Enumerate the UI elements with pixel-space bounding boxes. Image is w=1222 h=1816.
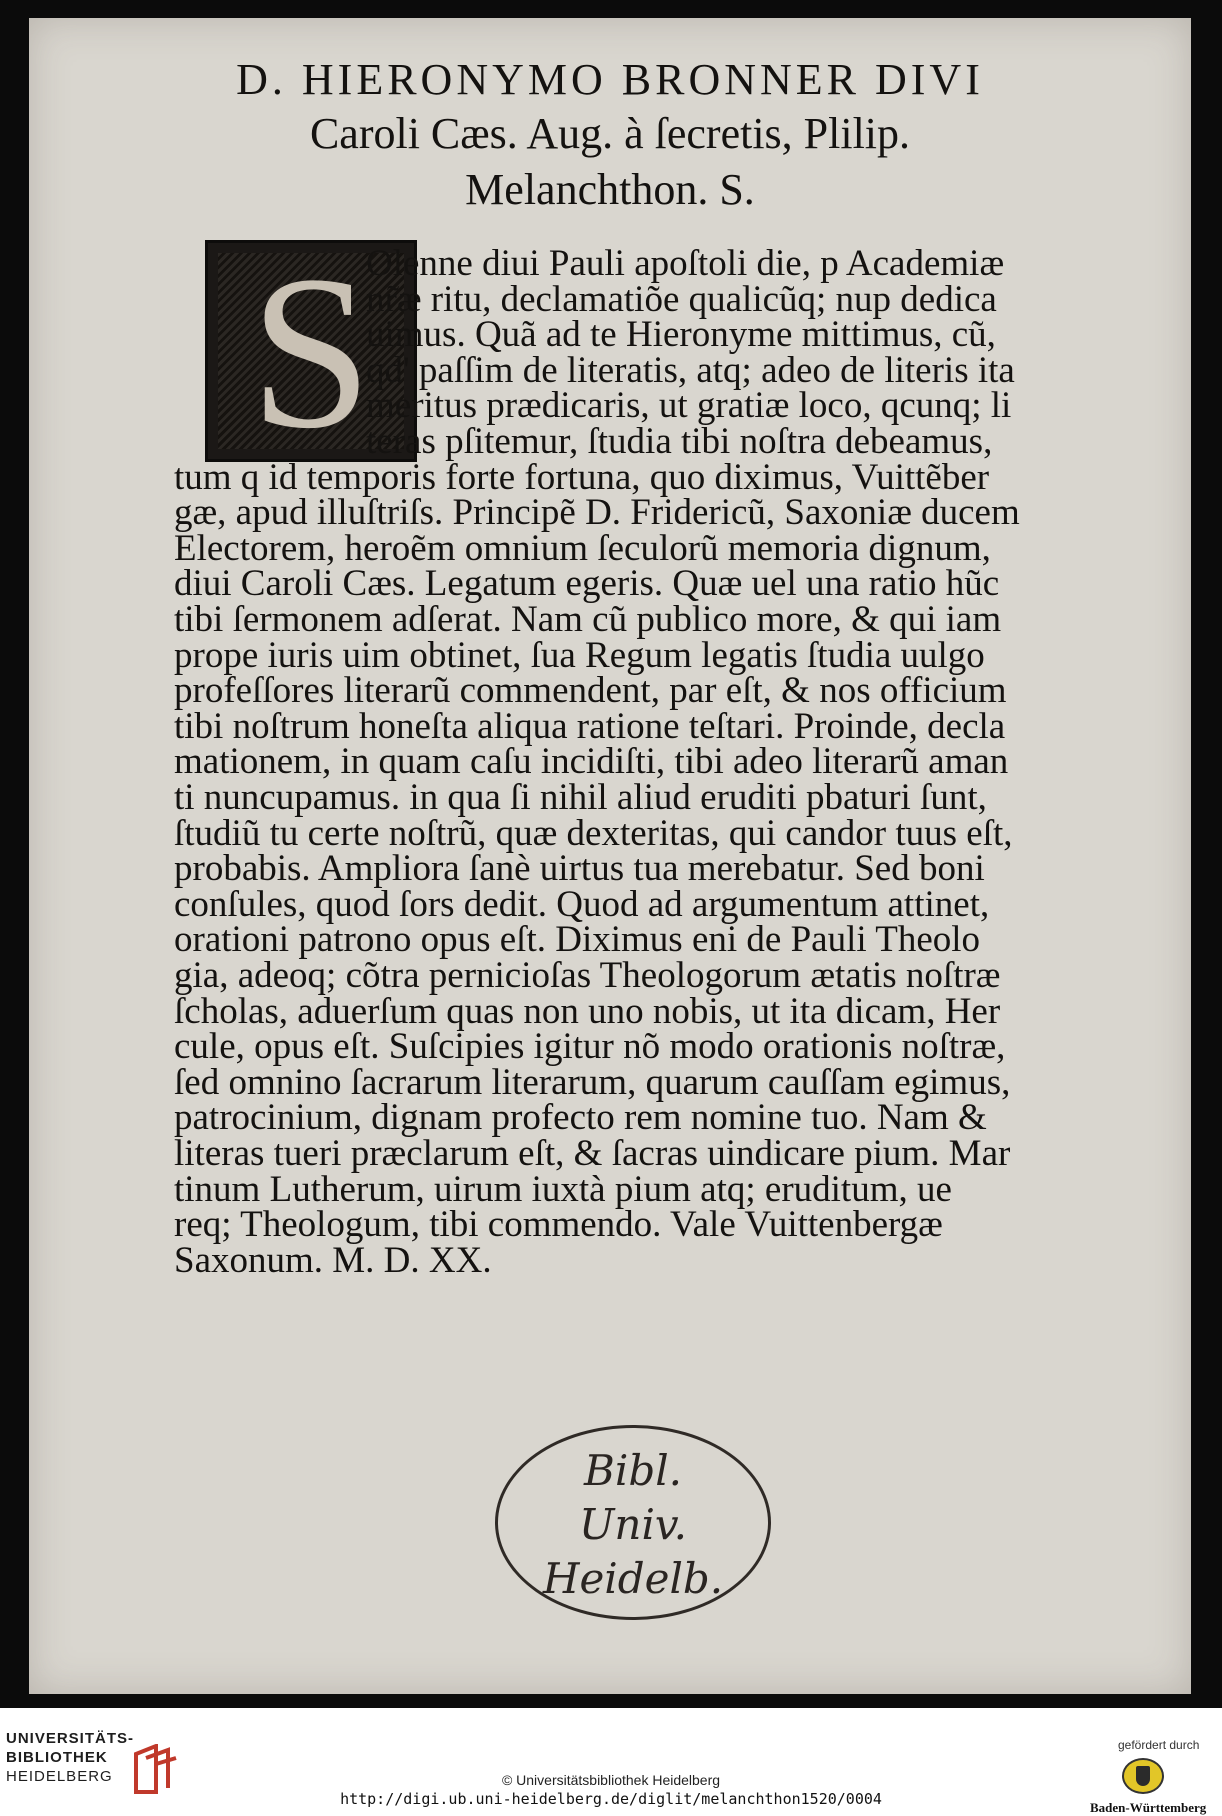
text-line: ſed omnino ſacrarum literarum, quarum cauſſam egimus, (174, 1061, 1011, 1103)
logo-text-2: BIBLIOTHEK (6, 1749, 108, 1766)
text-line: tibi noſtrum honeſta aliqua ratione teſtari. Proinde, decla (174, 705, 1006, 747)
text-line: gia, adeoq; cõtra pernicioſas Theologorum ætatis noſtræ (174, 955, 1001, 996)
text-line: Electorem, heroẽm omnium ſeculorũ memoria dignum, (174, 527, 991, 569)
text-line: literas tueri præclarum eſt, & ſacras uindicare pium. Mar (174, 1133, 1011, 1174)
text-line: ſcholas, aduerſum quas non uno nobis, ut ita dicam, Her (174, 990, 1001, 1032)
funded-by-label: gefördert durch (1118, 1738, 1200, 1752)
heading-line-1: D. HIERONYMO BRONNER DIVI (236, 55, 984, 104)
text-line: teras pſitemur, ſtudia tibi noſtra debeamus, (366, 421, 993, 462)
text-line: ti nuncupamus. in qua ſi nihil aliud eruditi pbaturi ſunt, (174, 777, 987, 818)
text-line: patrocinium, dignam profecto rem nomine tuo. Nam & (174, 1097, 987, 1139)
text-line: uimus. Quã ad te Hieronyme mittimus, cũ, (366, 314, 996, 356)
text-line: tinum Lutherum, uirum iuxtà pium atq; eruditum, ue (174, 1168, 952, 1210)
initial-letter: S (249, 230, 373, 474)
stamp-line-2: Univ. (579, 1500, 687, 1549)
text-line: mationem, in quam caſu incidiſti, tibi adeo literarũ aman (174, 741, 1009, 783)
text-line: tibi ſermonem adſerat. Nam cũ publico more, & qui iam (174, 599, 1002, 640)
text-line: nr̃æ ritu, declamatiõe qualicũq; nup dedica (366, 278, 997, 320)
text-line: diui Caroli Cæs. Legatum egeris. Quæ uel una ratio hũc (174, 563, 1000, 605)
book-page (29, 18, 1191, 1694)
text-line: qd' paſſim de literatis, atq; adeo de literis ita (366, 349, 1015, 391)
funder-name: Baden-Württemberg (1090, 1800, 1207, 1815)
text-line: conſules, quod ſors dedit. Quod ad argumentum attinet, (174, 883, 990, 925)
text-line: profeſſores literarũ commendent, par eſt, & nos officium (174, 670, 1007, 712)
logo-text-1: UNIVERSITÄTS- (6, 1730, 135, 1747)
text-line: req; Theologum, tibi commendo. Vale Vuittenbergæ (174, 1204, 943, 1246)
text-line: orationi patrono opus eſt. Diximus eni de Pauli Theolo (174, 919, 981, 961)
text-line: Olenne diui Pauli apoſtoli die, p Academiæ (366, 243, 1005, 284)
text-line: meritus prædicaris, ut gratiæ loco, qcunq; li (366, 385, 1012, 427)
permalink-url[interactable]: http://digi.ub.uni-heidelberg.de/diglit/melanchthon1520/0004 (340, 1790, 882, 1808)
text-line: gæ, apud illuſtriſs. Principẽ D. Fridericũ, Saxoniæ ducem (174, 492, 1020, 534)
state-seal-icon (1122, 1758, 1164, 1794)
heading-line-2: Caroli Cæs. Aug. à ſecretis, Plilip. (309, 109, 911, 158)
logo-text-3: HEIDELBERG (6, 1768, 113, 1785)
text-line: prope iuris uim obtinet, ſua Regum legatis ſtudia uulgo (174, 634, 985, 676)
copyright-notice: © Universitätsbibliothek Heidelberg (501, 1772, 721, 1788)
stamp-line-1: Bibl. (584, 1446, 682, 1495)
text-line: ſtudiũ tu certe noſtrũ, quæ dexteritas, qui candor tuus eſt, (174, 812, 1013, 854)
text-line: probabis. Ampliora ſanè uirtus tua merebatur. Sed boni (174, 848, 985, 890)
text-line: Saxonum. M. D. XX. (174, 1239, 492, 1281)
viewer-footer (0, 1708, 1222, 1816)
text-line: cule, opus eſt. Suſcipies igitur nõ modo orationis noſtræ, (174, 1026, 1006, 1068)
library-stamp (495, 1425, 771, 1620)
text-line: tum q id temporis forte fortuna, quo diximus, Vuittẽber (174, 456, 990, 498)
stamp-line-3: Heidelb. (542, 1554, 724, 1603)
heading-line-3: Melanchthon. S. (465, 165, 755, 214)
